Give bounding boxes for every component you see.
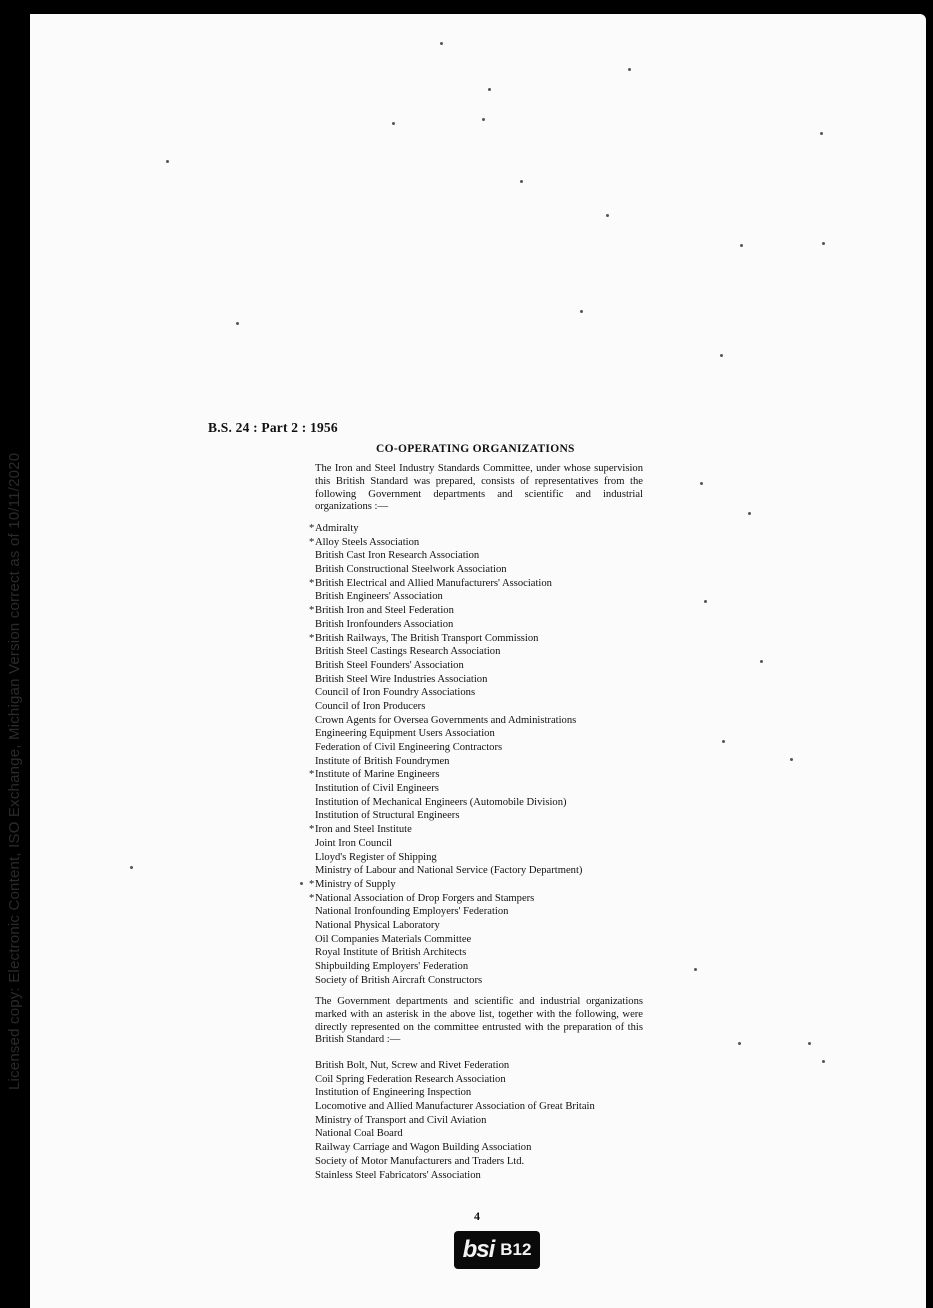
- scan-speck: [694, 968, 697, 971]
- organization-name: British Ironfounders Association: [315, 618, 454, 630]
- organization-item: [315, 714, 582, 728]
- organization-item: [315, 960, 582, 974]
- organization-name: Lloyd's Register of Shipping: [315, 851, 437, 863]
- asterisk-marker: *: [309, 824, 315, 836]
- scan-speck: [440, 42, 443, 45]
- scan-speck: [790, 758, 793, 761]
- organization-item: [315, 549, 582, 563]
- organization-name: Institute of Marine Engineers: [315, 769, 440, 781]
- scan-speck: [700, 482, 703, 485]
- organization-name: British Steel Founders' Association: [315, 659, 464, 671]
- organization-item: [315, 919, 582, 933]
- additional-organization-item: National Coal Board: [315, 1128, 403, 1140]
- scan-speck: [606, 214, 609, 217]
- organization-item: [315, 700, 582, 714]
- asterisk-marker: *: [309, 536, 315, 548]
- asterisk-marker: *: [309, 878, 315, 890]
- organization-name: British Railways, The British Transport Commission: [315, 632, 539, 644]
- organization-name: Institution of Civil Engineers: [315, 783, 439, 795]
- additional-organization-item: Ministry of Transport and Civil Aviation: [315, 1114, 487, 1126]
- organization-item: [315, 563, 582, 577]
- organization-item: [315, 796, 582, 810]
- organization-name: Institution of Mechanical Engineers (Automobile Division): [315, 796, 567, 808]
- organization-name: British Iron and Steel Federation: [315, 605, 454, 617]
- additional-organization-item: Railway Carriage and Wagon Building Association: [315, 1142, 532, 1154]
- organization-name: British Engineers' Association: [315, 591, 443, 603]
- organization-name: British Cast Iron Research Association: [315, 550, 480, 562]
- organization-item: [309, 632, 582, 646]
- organization-item: [315, 727, 582, 741]
- scan-speck: [740, 244, 743, 247]
- asterisk-marker: *: [309, 769, 315, 781]
- organization-item: [315, 755, 582, 769]
- scan-speck: [236, 322, 239, 325]
- scan-speck: [722, 740, 725, 743]
- organization-name: Society of British Aircraft Constructors: [315, 974, 483, 986]
- scan-speck: [822, 242, 825, 245]
- organization-name: Ministry of Supply: [315, 878, 396, 890]
- scan-speck: [822, 1060, 825, 1063]
- scan-speck: [628, 68, 631, 71]
- scan-speck: [748, 512, 751, 515]
- logo-code: B12: [500, 1240, 532, 1259]
- organization-item: [309, 577, 582, 591]
- organization-item: [315, 851, 582, 865]
- scan-speck: [820, 132, 823, 135]
- additional-organization-item: Coil Spring Federation Research Association: [315, 1073, 506, 1085]
- organization-name: Institution of Structural Engineers: [315, 810, 460, 822]
- organization-name: National Association of Drop Forgers and Stampers: [315, 892, 535, 904]
- organization-name: Crown Agents for Oversea Governments and Administrations: [315, 714, 577, 726]
- bsi-logo-badge: [454, 1231, 540, 1269]
- organization-item: [309, 536, 582, 550]
- organization-item: [309, 522, 582, 536]
- bsi-logo-icon: bsi: [462, 1236, 495, 1263]
- organization-name: Royal Institute of British Architects: [315, 947, 467, 959]
- organization-item: [315, 645, 582, 659]
- asterisk-marker: *: [309, 632, 315, 644]
- organization-item: [309, 768, 582, 782]
- organization-item: [315, 659, 582, 673]
- scan-speck: [704, 600, 707, 603]
- page-number: 4: [474, 1209, 480, 1223]
- additional-organization-list: [315, 1059, 595, 1182]
- organization-name: Institute of British Foundrymen: [315, 755, 450, 767]
- organization-name: Alloy Steels Association: [315, 536, 420, 548]
- organization-item: [315, 864, 582, 878]
- asterisk-marker: *: [309, 523, 315, 534]
- organization-item: [315, 933, 582, 947]
- scan-speck: [488, 88, 491, 91]
- organization-name: Admiralty: [315, 523, 359, 534]
- organization-item: [315, 590, 582, 604]
- organization-name: British Steel Castings Research Association: [315, 646, 501, 658]
- scan-speck: [580, 310, 583, 313]
- scan-speck: [482, 118, 485, 121]
- scan-speck: [166, 160, 169, 163]
- organization-name: Oil Companies Materials Committee: [315, 933, 472, 945]
- organization-item: [315, 673, 582, 687]
- scan-speck: [520, 180, 523, 183]
- organization-item: [309, 878, 582, 892]
- organization-item: [315, 686, 582, 700]
- organization-name: Federation of Civil Engineering Contractors: [315, 742, 503, 753]
- organization-item: [315, 974, 582, 988]
- organization-item: [315, 618, 582, 632]
- asterisk-marker: *: [309, 605, 315, 617]
- additional-organization-item: Society of Motor Manufacturers and Traders Ltd.: [315, 1155, 525, 1167]
- additional-organization-item: Locomotive and Allied Manufacturer Association of Great Britain: [315, 1101, 595, 1113]
- organization-item: [315, 809, 582, 823]
- scan-speck: [720, 354, 723, 357]
- scan-speck: [760, 660, 763, 663]
- organization-name: Shipbuilding Employers' Federation: [315, 961, 469, 972]
- additional-organization-item: British Bolt, Nut, Screw and Rivet Federation: [315, 1060, 510, 1071]
- asterisk-marker: *: [309, 892, 315, 904]
- organization-name: Iron and Steel Institute: [315, 824, 412, 836]
- organization-item: [309, 604, 582, 618]
- scan-speck: [392, 122, 395, 125]
- license-watermark: Licensed copy: Electronic Content, ISO Exchange, Michigan Version correct as of 10/11/2020: [6, 452, 23, 1090]
- organization-item: [315, 946, 582, 960]
- organization-name: Ministry of Labour and National Service (Factory Department): [315, 865, 583, 877]
- asterisk-marker: *: [309, 577, 315, 589]
- organization-item: [309, 823, 582, 837]
- section-heading: CO-OPERATING ORGANIZATIONS: [376, 443, 575, 455]
- additional-organization-item: Institution of Engineering Inspection: [315, 1087, 472, 1099]
- scan-speck: [738, 1042, 741, 1045]
- additional-organization-item: Stainless Steel Fabricators' Association: [315, 1169, 481, 1181]
- organization-name: Council of Iron Producers: [315, 700, 426, 712]
- organization-name: British Electrical and Allied Manufacturers' Association: [315, 577, 552, 589]
- organization-name: National Ironfounding Employers' Federation: [315, 906, 509, 918]
- organization-item: [315, 741, 582, 755]
- organization-item: [315, 837, 582, 851]
- organization-name: National Physical Laboratory: [315, 919, 440, 931]
- document-id: B.S. 24 : Part 2 : 1956: [208, 420, 338, 435]
- organization-name: Council of Iron Foundry Associations: [315, 687, 476, 699]
- organization-list: [309, 522, 583, 987]
- organization-item: [315, 905, 582, 919]
- intro-paragraph: The Iron and Steel Industry Standards Committee, under whose supervision this British Standard was prepared, consists of representatives from the following Government departments and scientific and industrial organizations :—: [315, 463, 643, 513]
- organization-name: British Constructional Steelwork Association: [315, 564, 507, 576]
- organization-name: Joint Iron Council: [315, 837, 393, 849]
- organization-item: [315, 782, 582, 796]
- scan-speck: [130, 866, 133, 869]
- scan-speck: [300, 882, 303, 885]
- organization-name: British Steel Wire Industries Association: [315, 673, 488, 685]
- asterisk-note-paragraph: The Government departments and scientific and industrial organizations marked with an asterisk in the above list, together with the following, were directly represented on the committee entrusted with the preparation of this British Standard :—: [315, 996, 643, 1046]
- organization-name: Engineering Equipment Users Association: [315, 728, 495, 740]
- organization-item: [309, 892, 582, 906]
- scan-speck: [808, 1042, 811, 1045]
